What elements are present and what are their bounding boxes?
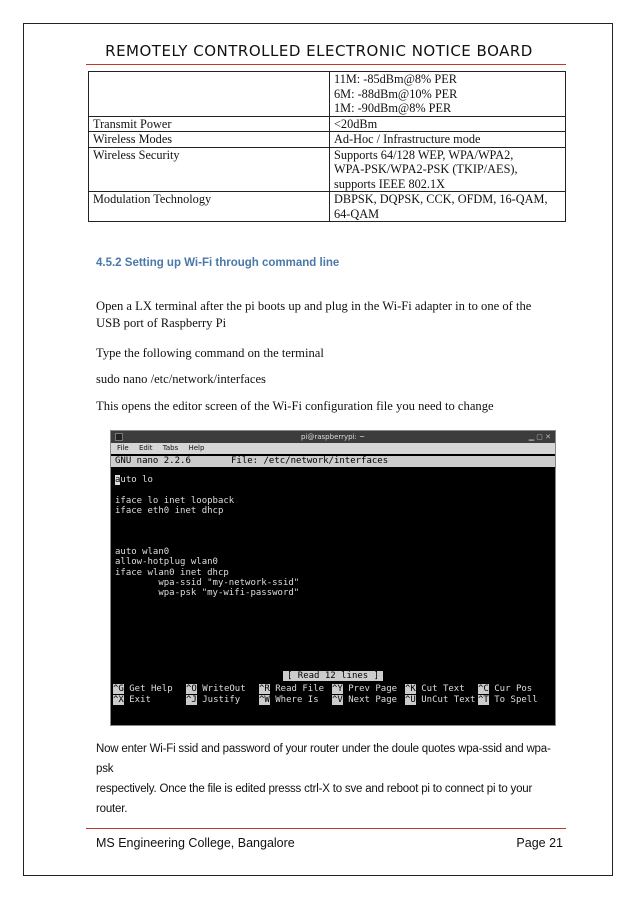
spec-value bbox=[330, 147, 566, 192]
shortcut-key: ^V bbox=[332, 694, 343, 705]
shortcut-label: Next Page bbox=[348, 694, 398, 705]
terminal-titlebar bbox=[111, 431, 555, 443]
shortcut-key: ^G bbox=[113, 684, 124, 694]
spec-value-line: 64-QAM bbox=[334, 206, 380, 221]
shortcut-key: ^X bbox=[113, 694, 124, 705]
menu-file: File bbox=[117, 444, 129, 452]
spec-row bbox=[89, 147, 566, 192]
spec-value-line: Supports 64/128 WEP, WPA/WPA2, bbox=[334, 147, 514, 162]
shortcut-key: ^K bbox=[405, 684, 416, 694]
spec-value-line: 1M: -90dBm@8% PER bbox=[334, 101, 452, 115]
spec-label: Transmit Power bbox=[89, 116, 330, 132]
nano-shortcut bbox=[332, 684, 405, 695]
nano-shortcut bbox=[186, 684, 259, 695]
editor-line: iface wlan0 inet dhcp bbox=[115, 567, 229, 578]
shortcut-key: ^J bbox=[186, 694, 197, 705]
shortcut-label: Where Is bbox=[275, 694, 319, 705]
shortcut-label: Prev Page bbox=[348, 684, 398, 694]
page-header-title: REMOTELY CONTROLLED ELECTRONIC NOTICE BOARD bbox=[105, 42, 533, 60]
shortcut-key: ^Y bbox=[332, 684, 343, 694]
spec-value bbox=[330, 192, 566, 222]
nano-editor-buffer bbox=[111, 467, 555, 671]
footer-college: MS Engineering College, Bangalore bbox=[96, 836, 295, 850]
paragraph-line: Open a LX terminal after the pi boots up and plug in the Wi-Fi adapter in to one of the bbox=[96, 299, 532, 313]
editor-line: iface eth0 inet dhcp bbox=[115, 505, 224, 516]
spec-label bbox=[89, 72, 330, 117]
shortcut-label: Justify bbox=[202, 694, 241, 705]
shortcut-key: ^O bbox=[186, 684, 197, 694]
menu-help: Help bbox=[188, 444, 205, 452]
spec-label: Wireless Modes bbox=[89, 132, 330, 148]
nano-shortcut bbox=[113, 684, 186, 695]
editor-line: allow-hotplug wlan0 bbox=[115, 557, 218, 568]
text-cursor: a bbox=[115, 475, 121, 485]
spec-label: Modulation Technology bbox=[89, 192, 330, 222]
caption-instructions bbox=[96, 739, 566, 819]
shortcut-label: WriteOut bbox=[202, 684, 246, 694]
spec-row bbox=[89, 72, 566, 117]
nano-shortcut bbox=[332, 695, 405, 706]
paragraph-editor-screen: This opens the editor screen of the Wi-Fi configuration file you need to change bbox=[96, 399, 494, 413]
spec-row bbox=[89, 192, 566, 222]
shortcut-label: Cur Pos bbox=[494, 684, 533, 694]
header-rule bbox=[86, 64, 566, 65]
nano-shortcut bbox=[186, 695, 259, 706]
nano-shortcut bbox=[259, 695, 332, 706]
terminal-menubar bbox=[111, 443, 555, 454]
shortcut-label: UnCut Text bbox=[421, 694, 476, 705]
editor-line: wpa-psk "my-wifi-password" bbox=[115, 588, 300, 599]
nano-title-bar bbox=[111, 456, 555, 467]
editor-line: iface lo inet loopback bbox=[115, 495, 235, 506]
caption-line: router. bbox=[96, 803, 128, 815]
section-heading: 4.5.2 Setting up Wi-Fi through command line bbox=[96, 257, 340, 269]
terminal-app-icon bbox=[115, 433, 123, 441]
shortcut-row bbox=[113, 684, 555, 695]
shortcut-key: ^T bbox=[478, 694, 489, 705]
paragraph-open-terminal bbox=[96, 298, 531, 332]
spec-value-line: supports IEEE 802.1X bbox=[334, 176, 446, 191]
spec-row bbox=[89, 132, 566, 148]
shortcut-key: ^R bbox=[259, 684, 270, 694]
spec-value-line: WPA-PSK/WPA2-PSK (TKIP/AES), bbox=[334, 162, 518, 176]
shortcut-key: ^U bbox=[405, 694, 416, 705]
spec-value-line: DBPSK, DQPSK, CCK, OFDM, 16-QAM, bbox=[334, 192, 548, 206]
shortcut-label: Cut Text bbox=[421, 684, 465, 694]
nano-shortcut bbox=[405, 695, 478, 706]
shortcut-key: ^C bbox=[478, 684, 489, 694]
nano-shortcut bbox=[259, 684, 332, 695]
nano-version: GNU nano 2.2.6 bbox=[115, 456, 191, 466]
command-text: sudo nano /etc/network/interfaces bbox=[96, 372, 266, 386]
spec-value-line: Ad-Hoc / Infrastructure mode bbox=[334, 132, 481, 146]
terminal-screenshot bbox=[110, 430, 556, 726]
menu-tabs: Tabs bbox=[162, 444, 179, 452]
shortcut-label: Read File bbox=[275, 684, 325, 694]
editor-line: auto wlan0 bbox=[115, 547, 170, 558]
nano-status-message: [ Read 12 lines ] bbox=[283, 671, 383, 681]
paragraph-type-command: Type the following command on the terminal bbox=[96, 346, 324, 360]
shortcut-key: ^W bbox=[259, 694, 270, 705]
spec-value-line: 6M: -88dBm@10% PER bbox=[334, 86, 458, 101]
nano-file-name: File: /etc/network/interfaces bbox=[231, 456, 389, 466]
spec-value bbox=[330, 72, 566, 117]
nano-shortcut bbox=[478, 684, 551, 695]
shortcut-label: Get Help bbox=[129, 684, 173, 694]
spec-value-line: <20dBm bbox=[334, 116, 378, 131]
paragraph-line: USB port of Raspberry Pi bbox=[96, 316, 227, 330]
spec-value bbox=[330, 116, 566, 132]
shortcut-label: To Spell bbox=[494, 694, 538, 705]
nano-shortcut bbox=[113, 695, 186, 706]
spec-table bbox=[88, 71, 566, 222]
editor-line: wpa-ssid "my-network-ssid" bbox=[115, 577, 300, 588]
caption-line: respectively. Once the file is edited presss ctrl-X to sve and reboot pi to connect pi to your bbox=[96, 783, 533, 795]
spec-value-line: 11M: -85dBm@8% PER bbox=[334, 72, 457, 86]
shortcut-row bbox=[113, 695, 555, 706]
spec-row bbox=[89, 116, 566, 132]
caption-line: Now enter Wi-Fi ssid and password of your router under the doule quotes wpa-ssid and wpa-psk bbox=[96, 743, 551, 775]
editor-line: uto lo bbox=[120, 475, 153, 485]
shortcut-label: Exit bbox=[129, 694, 151, 705]
window-controls-icon: ▁ ▢ ✕ bbox=[528, 433, 551, 441]
nano-shortcut bbox=[478, 695, 551, 706]
terminal-window-title: pi@raspberrypi: ~ bbox=[300, 433, 365, 441]
spec-label: Wireless Security bbox=[89, 147, 330, 192]
nano-status-line bbox=[111, 671, 555, 681]
footer-page-number: Page 21 bbox=[516, 836, 563, 850]
spec-value bbox=[330, 132, 566, 148]
menu-edit: Edit bbox=[138, 444, 153, 452]
nano-shortcut bbox=[405, 684, 478, 695]
footer-rule bbox=[86, 828, 566, 829]
nano-shortcut-bar bbox=[111, 684, 555, 705]
